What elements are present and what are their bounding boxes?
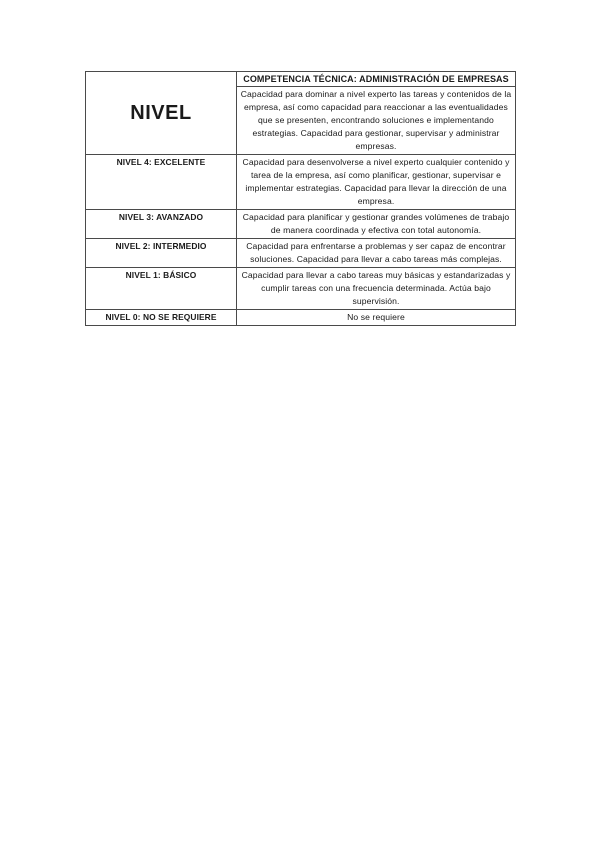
table-row (86, 239, 516, 268)
level-label: NIVEL 0: NO SE REQUIERE (86, 310, 237, 326)
table-row (86, 155, 516, 210)
competency-description: Capacidad para dominar a nivel experto las tareas y contenidos de la empresa, así como capacidad para reaccionar a las eventualidades que se presenten, encontrando soluciones e implementando estrategias. Capacidad para gestionar, supervisar y administrar empresas. (237, 87, 516, 155)
level-label: NIVEL 1: BÁSICO (86, 268, 237, 310)
table-row (86, 268, 516, 310)
level-description: Capacidad para enfrentarse a problemas y ser capaz de encontrar soluciones. Capacidad para llevar a cabo tareas más complejas. (237, 239, 516, 268)
level-column-header: NIVEL (86, 72, 237, 155)
table-header-row (86, 72, 516, 87)
competency-table (85, 71, 516, 326)
level-description: Capacidad para llevar a cabo tareas muy básicas y estandarizadas y cumplir tareas con una frecuencia determinada. Actúa bajo supervisión. (237, 268, 516, 310)
table-row (86, 310, 516, 326)
level-description: Capacidad para desenvolverse a nivel experto cualquier contenido y tarea de la empresa, así como planificar, gestionar, supervisar e implementar estrategias. Capacidad para llevar la dirección de una empresa. (237, 155, 516, 210)
table-row (86, 210, 516, 239)
level-description: Capacidad para planificar y gestionar grandes volúmenes de trabajo de manera coordinada y efectiva con total autonomía. (237, 210, 516, 239)
level-label: NIVEL 3: AVANZADO (86, 210, 237, 239)
level-label: NIVEL 4: EXCELENTE (86, 155, 237, 210)
competency-title: COMPETENCIA TÉCNICA: ADMINISTRACIÓN DE EMPRESAS (237, 72, 516, 87)
level-label: NIVEL 2: INTERMEDIO (86, 239, 237, 268)
level-description: No se requiere (237, 310, 516, 326)
